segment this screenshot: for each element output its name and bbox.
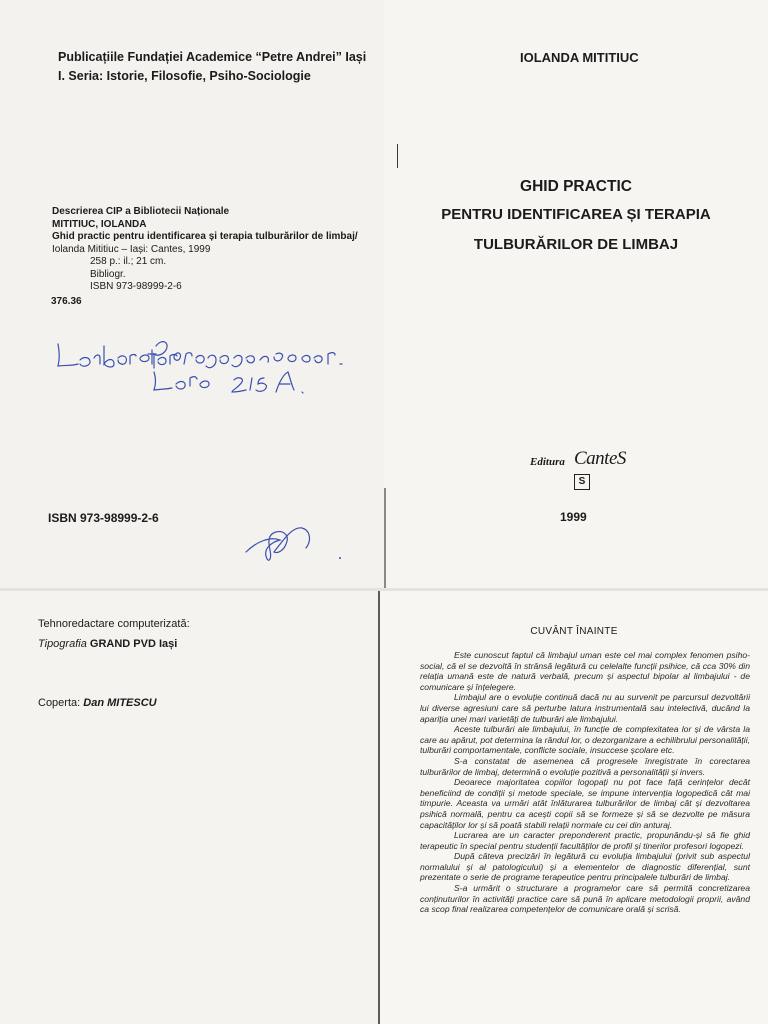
- foreword-heading: CUVÂNT ÎNAINTE: [530, 626, 618, 637]
- foreword-paragraph: Este cunoscut faptul că limbajul uman este cel mai complex fenomen psiho-social, că el se dezvoltă în strânsă legătură cu celelalte funcții psihice, că cca 30% din relația umană este de natură verbală, precum și aspectul bipolar al limbajului - de comunicare și înțelegere.: [420, 650, 750, 692]
- printing-value: GRAND PVD Iași: [89, 638, 178, 650]
- publisher-name: CanteS: [574, 448, 626, 469]
- book-subtitle-line-1: PENTRU IDENTIFICAREA ȘI TERAPIA: [441, 206, 711, 223]
- publication-line-1: Publicațiile Fundației Academice “Petre Andrei” Iași: [58, 50, 367, 64]
- foreword-paragraph: Aceste tulburări ale limbajului, în funcție de complexitatea lor și de vârsta la care au apărut, pot determina la rândul lor, o dezorganizare a echilibrului personalității, tulburări comportamentale, conflicte sociale, insuccese școlare etc.: [420, 724, 750, 756]
- title-page: [384, 0, 768, 590]
- cover-credit: [38, 697, 157, 709]
- typesetting-credit: Tehnoredactare computerizată:: [38, 618, 190, 630]
- publication-series: [58, 48, 366, 86]
- foreword-paragraph: Lucrarea are un caracter preponderent practic, propunându-și să fie ghid terapeutic în special pentru studenții facultăților de profil și tinerilor profesori logopezi.: [420, 830, 750, 851]
- cip-line-7: ISBN 973-98999-2-6: [90, 281, 182, 292]
- cip-line-5: 258 p.: il.; 21 cm.: [90, 256, 167, 267]
- spine-edge-top: [384, 488, 386, 588]
- cover-value: Dan MITESCU: [83, 697, 157, 709]
- foreword-paragraph: S-a constatat de asemenea că progresele înregistrate în corectarea tulburărilor de limbaj, determină o evoluție pozitivă a personalității și invers.: [420, 755, 750, 777]
- foreword-page: [380, 590, 768, 1024]
- publication-year: 1999: [560, 510, 587, 524]
- publication-line-2: I. Seria: Istorie, Filosofie, Psiho-Sociologie: [58, 69, 311, 83]
- foreword-paragraph: După câteva precizări în legătură cu evoluția limbajului (privit sub aspectul normalului și al patologicului) și a elementelor de diagnostic diferențial, sunt prezentate o serie de programe terapeutice pentru principalele tulburări de limbaj.: [420, 851, 750, 883]
- printing-label: Tipografia: [38, 638, 87, 650]
- isbn-label: ISBN 973-98999-2-6: [48, 511, 159, 525]
- foreword-paragraph: Deoarece majoritatea copiilor logopați nu pot face față cerințelor decât beneficiind de condiții și metode speciale, se impune intervenția logopedică cât mai timpurie. Aceasta va urmări atât înlăturarea tulburărilor de limbaj cât și dezvoltarea psihică normală, pentru ca acești copii să se formeze și să se dezvolte pe măsura capacităților lor și să poată stabili relații normale cu cei din anturaj.: [420, 777, 750, 830]
- page-publication-info: [0, 0, 384, 590]
- center-mark-top: [397, 144, 398, 168]
- cip-description: [52, 206, 358, 308]
- foreword-paragraph: Limbajul are o evoluție continuă dacă nu au survenit pe parcursul dezvoltării lui diverse agresiuni care să perturbe latura instrumentală sau intelectivă, ducând la apariția unei mari varietăți de tulburări ale limbajului.: [420, 692, 750, 724]
- spine-edge-bottom: [378, 590, 380, 1024]
- cip-line-4: Iolanda Mititiuc – Iași: Cantes, 1999: [52, 243, 211, 255]
- cip-line-2: MITITIUC, IOLANDA: [52, 218, 147, 230]
- page-credits: [0, 590, 380, 1024]
- printing-credit: [38, 638, 177, 650]
- author-name: IOLANDA MITITIUC: [520, 50, 639, 65]
- cover-label: Coperta:: [38, 697, 81, 709]
- publisher-logo: [530, 446, 630, 496]
- publisher-mark-icon: S: [574, 474, 590, 490]
- signature: [238, 518, 358, 568]
- cip-line-3: Ghid practic pentru identificarea și terapia tulburărilor de limbaj/: [52, 231, 358, 242]
- cip-line-6: Bibliogr.: [90, 268, 126, 280]
- foreword-text: [420, 650, 750, 915]
- cip-line-1: Descrierea CIP a Bibliotecii Naționale: [52, 206, 230, 217]
- foreword-paragraph: S-a urmărit o structurare a programelor care să permită concretizarea conținuturilor în activități practice care să pună în aplicare metodologii proprii, având ca scop final realizarea competențelor de comunicare orală și scrisă.: [420, 883, 750, 915]
- handwritten-note: [50, 336, 360, 400]
- book-subtitle-line-2: TULBURĂRILOR DE LIMBAJ: [473, 236, 679, 253]
- publisher-prefix: Editura: [530, 456, 565, 468]
- cip-classification: 376.36: [51, 295, 82, 307]
- page-divider: [0, 588, 768, 591]
- book-title: GHID PRACTIC: [520, 178, 632, 195]
